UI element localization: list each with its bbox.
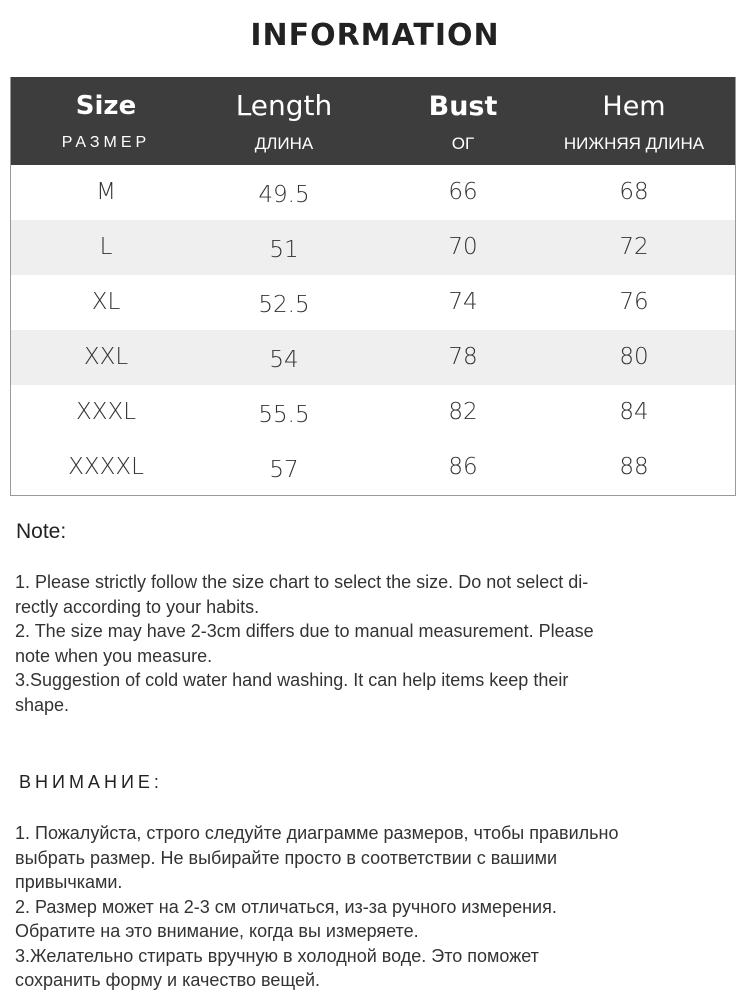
cell-size: M xyxy=(96,179,116,205)
cell-hem: 76 xyxy=(619,289,649,315)
cell-bust: 66 xyxy=(448,179,478,205)
header-label-ru: ДЛИНА xyxy=(254,134,314,153)
cell-size: XXXXL xyxy=(68,454,144,480)
size-table xyxy=(10,77,736,496)
cell-size: XXL xyxy=(83,344,129,370)
header-label: Bust xyxy=(428,91,498,122)
table-row xyxy=(11,165,735,220)
ru-note-line: 1. Пожалуйста, строго следуйте диаграмме размеров, чтобы правильно xyxy=(15,823,619,843)
note-heading: Note: xyxy=(16,520,67,543)
cell-length: 55.5 xyxy=(258,402,310,428)
table-row xyxy=(11,440,735,495)
note-line: 2. The size may have 2-3cm differs due to manual measurement. Please xyxy=(15,621,594,641)
cell-hem: 72 xyxy=(619,234,649,260)
cell-length: 54 xyxy=(269,347,299,373)
cell-hem: 84 xyxy=(619,399,649,425)
ru-note-line: выбрать размер. Не выбирайте просто в соответствии с вашими xyxy=(15,847,558,868)
cell-size: XL xyxy=(91,289,121,315)
page-title: INFORMATION xyxy=(250,18,500,53)
header-label: Size xyxy=(75,91,137,121)
ru-note-line: 3.Желательно стирать вручную в холодной воде. Это поможет xyxy=(15,945,539,966)
cell-hem: 68 xyxy=(619,179,649,205)
cell-bust: 78 xyxy=(448,344,478,370)
table-row xyxy=(11,385,735,440)
header-label: Hem xyxy=(602,91,666,122)
cell-length: 49.5 xyxy=(258,182,310,208)
header-label-ru: РАЗМЕР xyxy=(61,134,151,151)
cell-length: 52.5 xyxy=(258,292,310,318)
ru-note-line: 2. Размер может на 2-3 см отличаться, из-за ручного измерения. xyxy=(15,896,557,917)
cell-size: XXXL xyxy=(75,399,137,425)
header-bust xyxy=(374,77,552,165)
table-row xyxy=(11,220,735,275)
ru-note-line: Обратите на это внимание, когда вы измеряете. xyxy=(15,921,419,941)
table-header xyxy=(11,77,735,165)
cell-bust: 74 xyxy=(448,289,478,315)
cell-size: L xyxy=(99,234,113,260)
ru-note-line: сохранить форму и качество вещей. xyxy=(15,970,321,990)
header-size xyxy=(11,77,201,165)
note-line: rectly according to your habits. xyxy=(15,596,260,617)
note-body xyxy=(15,570,735,717)
header-label-ru: ОГ xyxy=(451,134,475,153)
table-row xyxy=(11,275,735,330)
ru-note-heading: ВНИМАНИЕ: xyxy=(19,772,163,792)
note-line: 1. Please strictly follow the size chart to select the size. Do not select di- xyxy=(15,572,589,592)
header-label: Length xyxy=(235,89,333,122)
note-line: 3.Suggestion of cold water hand washing. It can help items keep their xyxy=(15,670,569,690)
ru-note-body xyxy=(15,821,740,993)
cell-bust: 70 xyxy=(448,234,478,260)
cell-length: 57 xyxy=(269,457,299,483)
cell-hem: 80 xyxy=(619,344,649,370)
note-line: note when you measure. xyxy=(15,645,213,666)
header-length xyxy=(194,77,374,165)
cell-bust: 82 xyxy=(448,399,478,425)
note-line: shape. xyxy=(15,694,70,715)
header-label-ru: НИЖНЯЯ ДЛИНА xyxy=(563,134,705,153)
ru-note-line: привычками. xyxy=(15,872,123,892)
cell-bust: 86 xyxy=(448,454,478,480)
table-row xyxy=(11,330,735,385)
header-hem xyxy=(549,77,719,165)
cell-hem: 88 xyxy=(619,454,649,480)
cell-length: 51 xyxy=(269,237,299,263)
